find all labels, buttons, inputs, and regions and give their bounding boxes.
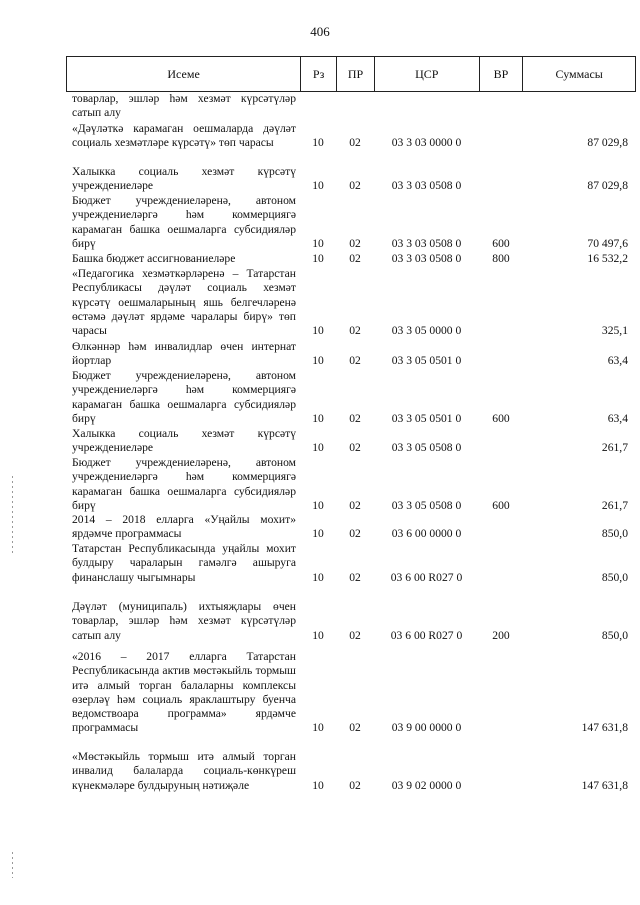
cell-rz: 10 — [312, 570, 324, 584]
cell-csr: 03 3 05 0508 0 — [391, 498, 462, 512]
cell-name: Халыкка социаль хезмәт күрсәтү учреждениеләре — [72, 427, 296, 455]
cell-name: Башка бюджет ассигнованиеләре — [72, 252, 236, 265]
table-row — [66, 92, 636, 121]
cell-sum: 70 497,6 — [587, 236, 628, 250]
cell-name: «Дәүләткә карамаган оешмаларда дәүләт социаль хезмәтләре күрсәтү» төп чарасы — [72, 122, 296, 150]
cell-pr: 02 — [349, 354, 361, 368]
cell-csr: 03 3 03 0508 0 — [391, 236, 462, 250]
cell-rz: 10 — [312, 411, 324, 425]
cell-name: Халыкка социаль хезмәт күрсәтү учреждениеләре — [72, 165, 296, 193]
cell-csr: 03 3 03 0000 0 — [391, 136, 462, 150]
cell-name: «Мөстәкыйль тормыш итә алмый торган инвалид балаларда социаль-көнкүреш күнекмәләре булдыруның нәтиҗәле — [72, 750, 296, 792]
scan-artifact — [12, 852, 13, 878]
cell-rz: 10 — [312, 721, 324, 735]
cell-rz: 10 — [312, 628, 324, 642]
cell-sum: 16 532,2 — [587, 252, 628, 265]
cell-sum: 850,0 — [601, 570, 628, 584]
cell-pr: 02 — [349, 411, 361, 425]
table-row — [66, 267, 636, 338]
cell-vr: 600 — [492, 236, 510, 250]
cell-vr: 800 — [492, 252, 510, 265]
cell-csr: 03 3 05 0000 0 — [391, 324, 462, 338]
cell-name: Бюджет учреждениеләренә, автоном учреждениеләргә һәм коммерциягә карамаган башка оешмаларга субсидияләр бирү — [72, 456, 296, 512]
cell-name: Татарстан Республикасында уңайлы мохит булдыру чараларын гамәлгә ашыруга финанслашу чыгымнары — [72, 542, 296, 584]
cell-rz: 10 — [312, 778, 324, 792]
table-row — [66, 194, 636, 251]
table-row — [66, 369, 636, 426]
cell-csr: 03 6 00 R027 0 — [390, 570, 463, 584]
cell-sum: 325,1 — [601, 324, 628, 338]
table-row — [66, 650, 636, 736]
cell-vr: 600 — [492, 411, 510, 425]
header-name: Исеме — [167, 66, 200, 81]
header-csr: ЦСР — [374, 57, 479, 91]
cell-csr: 03 3 03 0508 0 — [391, 252, 462, 265]
cell-pr: 02 — [349, 721, 361, 735]
table-row — [66, 122, 636, 151]
cell-sum: 850,0 — [601, 527, 628, 541]
cell-name: Бюджет учреждениеләренә, автоном учреждениеләргә һәм коммерциягә карамаган башка оешмаларга субсидияләр бирү — [72, 369, 296, 425]
cell-pr: 02 — [349, 441, 361, 455]
cell-vr: 200 — [492, 628, 510, 642]
cell-csr: 03 3 03 0508 0 — [391, 179, 462, 193]
cell-name: товарлар, эшләр һәм хезмәт күрсәтүләр сатып алу — [72, 92, 296, 120]
header-pr: ПР — [336, 57, 374, 91]
header-rz: Рз — [300, 57, 336, 91]
cell-pr: 02 — [349, 527, 361, 541]
cell-pr: 02 — [349, 136, 361, 150]
table-row — [66, 542, 636, 585]
cell-vr: 600 — [492, 498, 510, 512]
page-number: 406 — [310, 24, 330, 39]
cell-pr: 02 — [349, 628, 361, 642]
cell-rz: 10 — [312, 527, 324, 541]
table-row — [66, 340, 636, 369]
cell-csr: 03 3 05 0501 0 — [391, 354, 462, 368]
cell-pr: 02 — [349, 236, 361, 250]
cell-pr: 02 — [349, 498, 361, 512]
cell-csr: 03 6 00 R027 0 — [390, 628, 463, 642]
cell-name: Бюджет учреждениеләренә, автоном учреждениеләргә һәм коммерциягә карамаган башка оешмаларга субсидияләр бирү — [72, 194, 296, 250]
table-row — [66, 600, 636, 643]
cell-pr: 02 — [349, 252, 361, 265]
table-row — [66, 750, 636, 793]
scan-artifact — [12, 476, 13, 554]
header-vr: ВР — [479, 57, 523, 91]
cell-csr: 03 3 05 0508 0 — [391, 441, 462, 455]
header-sum: Суммасы — [522, 57, 635, 91]
cell-sum: 87 029,8 — [587, 179, 628, 193]
cell-rz: 10 — [312, 354, 324, 368]
cell-pr: 02 — [349, 179, 361, 193]
table-header — [66, 56, 636, 92]
cell-pr: 02 — [349, 778, 361, 792]
cell-pr: 02 — [349, 570, 361, 584]
cell-rz: 10 — [312, 324, 324, 338]
cell-csr: 03 9 02 0000 0 — [391, 778, 462, 792]
table-row — [66, 165, 636, 194]
cell-sum: 261,7 — [601, 441, 628, 455]
table-row — [66, 252, 636, 266]
cell-rz: 10 — [312, 498, 324, 512]
cell-sum: 87 029,8 — [587, 136, 628, 150]
cell-rz: 10 — [312, 236, 324, 250]
cell-rz: 10 — [312, 441, 324, 455]
cell-sum: 261,7 — [601, 498, 628, 512]
cell-sum: 850,0 — [601, 628, 628, 642]
cell-csr: 03 6 00 0000 0 — [391, 527, 462, 541]
cell-name: 2014 – 2018 елларга «Уңайлы мохит» ярдәмче программасы — [72, 513, 296, 541]
cell-csr: 03 3 05 0501 0 — [391, 411, 462, 425]
cell-rz: 10 — [312, 252, 324, 265]
cell-name: «Педагогика хезмәткәрләренә – Татарстан Республикасы дәүләт социаль хезмәт күрсәтү оешмаларының яшь белгечләренә өстәмә дәүләт ярдәме чаралары бирү» төп чарасы — [72, 267, 296, 338]
table-row — [66, 456, 636, 513]
table-row — [66, 513, 636, 542]
cell-name: «2016 – 2017 елларга Татарстан Республикасында актив мөстәкыйль тормыш итә алмый торган балаларны комплексы өзерләү һәм социаль яраклаштыру буенча ведомствоара программа» ярдәмче программасы — [72, 650, 296, 735]
cell-name: Өлкәннәр һәм инвалидлар өчен интернат йортлар — [72, 340, 296, 368]
cell-csr: 03 9 00 0000 0 — [391, 721, 462, 735]
cell-rz: 10 — [312, 136, 324, 150]
cell-name: Дәүләт (муниципаль) ихтыяҗлары өчен товарлар, эшләр һәм хезмәт күрсәтүләр сатып алу — [72, 600, 296, 642]
cell-sum: 63,4 — [607, 411, 628, 425]
cell-sum: 63,4 — [607, 354, 628, 368]
cell-sum: 147 631,8 — [581, 721, 628, 735]
cell-pr: 02 — [349, 324, 361, 338]
table-row — [66, 427, 636, 456]
cell-sum: 147 631,8 — [581, 778, 628, 792]
table-body — [66, 92, 636, 792]
cell-rz: 10 — [312, 179, 324, 193]
budget-table — [66, 56, 636, 792]
